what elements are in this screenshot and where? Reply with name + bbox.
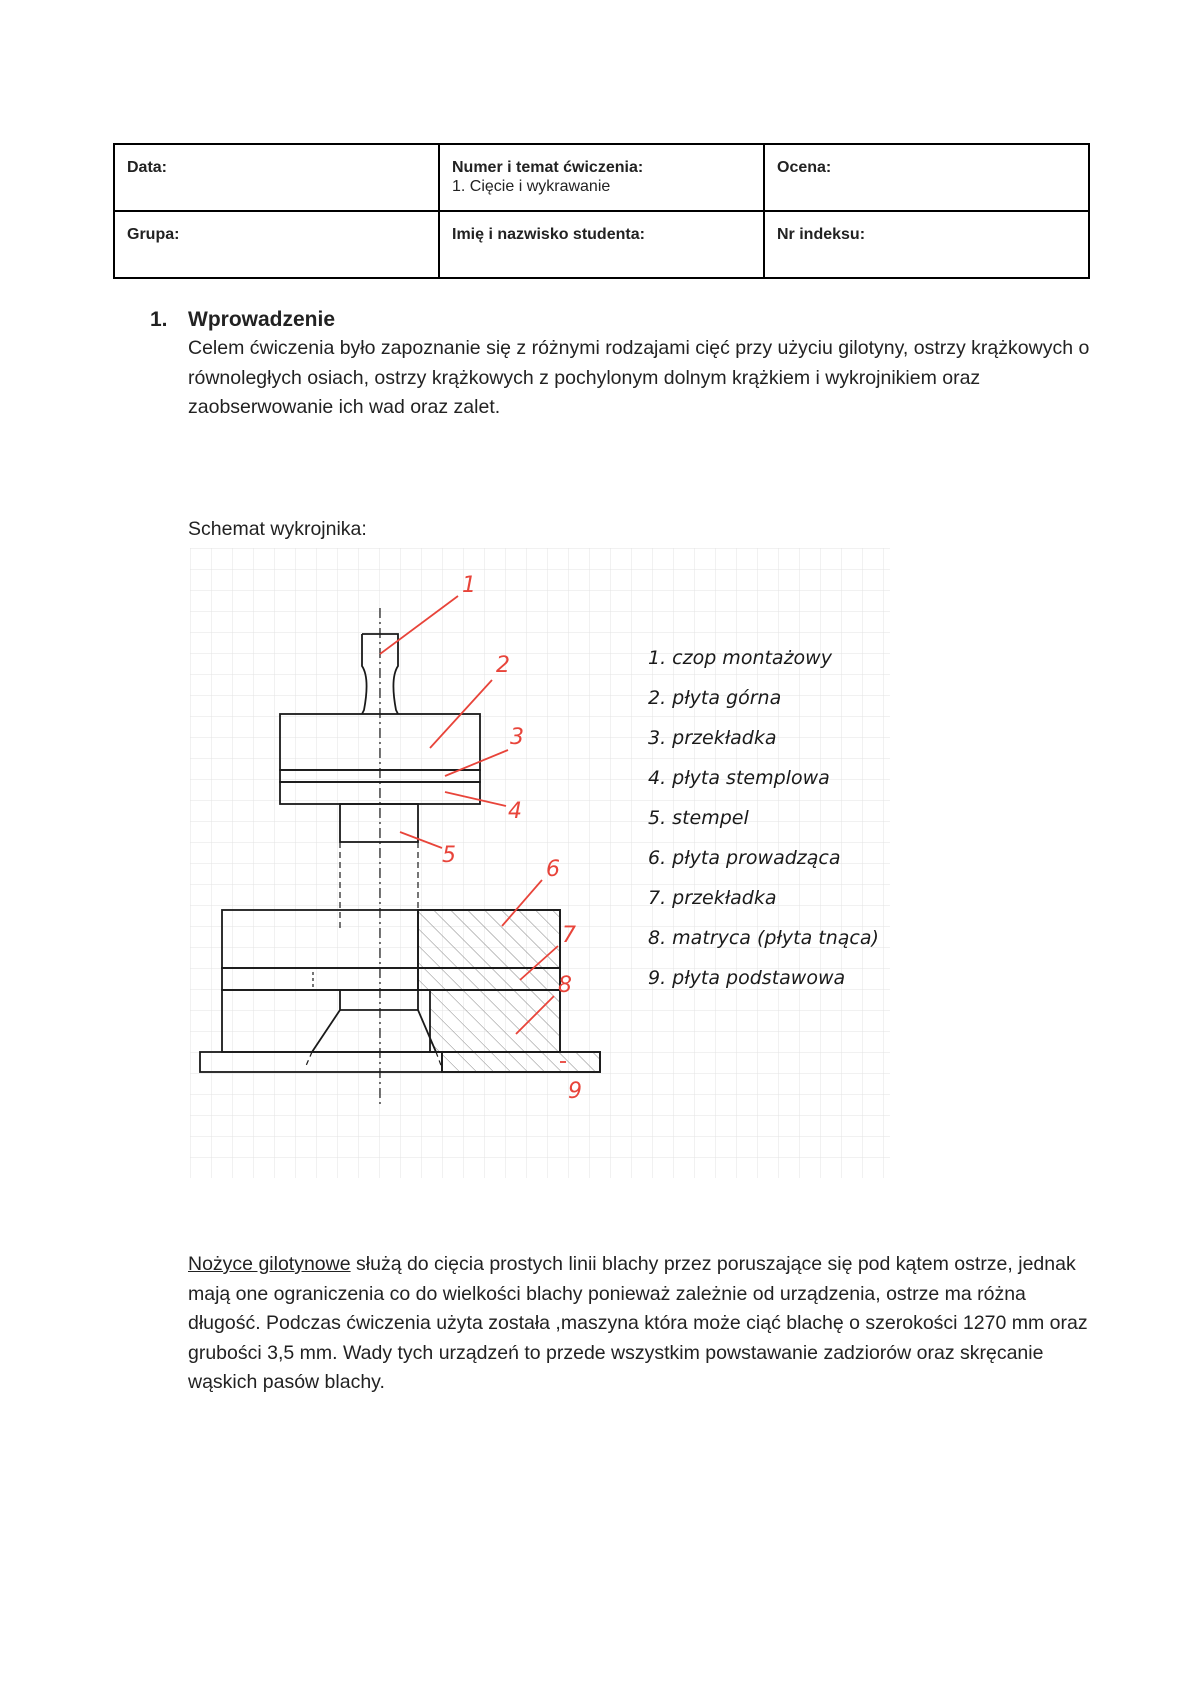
name-label: Imię i nazwisko studenta: <box>452 226 645 243</box>
legend-item-7: 7. przekładka <box>648 887 777 909</box>
topic-value: 1. Cięcie i wykrawanie <box>452 178 611 195</box>
name-cell <box>439 211 764 278</box>
topic-cell <box>439 144 764 211</box>
legend-item-4: 4. płyta stemplowa <box>648 767 830 789</box>
callout-7: 7 <box>562 923 576 948</box>
group-cell <box>114 211 439 278</box>
figure-caption: Schemat wykrojnika: <box>188 518 367 540</box>
legend-item-5: 5. stempel <box>648 807 749 829</box>
callout-1: 1 <box>462 573 476 598</box>
callout-4: 4 <box>508 799 522 824</box>
guillotine-paragraph <box>188 1250 1088 1398</box>
date-label: Data: <box>127 159 168 176</box>
callout-6: 6 <box>546 857 560 882</box>
index-label: Nr indeksu: <box>777 226 866 243</box>
grade-label: Ocena: <box>777 159 832 176</box>
legend-item-6: 6. płyta prowadząca <box>648 847 841 869</box>
grade-cell <box>764 144 1089 211</box>
legend-item-8: 8. matryca (płyta tnąca) <box>648 927 879 949</box>
legend-item-3: 3. przekładka <box>648 727 777 749</box>
callout-3: 3 <box>510 725 524 750</box>
index-cell <box>764 211 1089 278</box>
date-cell <box>114 144 439 211</box>
intro-section <box>150 306 1100 423</box>
section-title <box>150 306 1100 334</box>
legend-item-1: 1. czop montażowy <box>648 647 832 669</box>
section-number: 1. <box>150 308 168 331</box>
legend-item-9: 9. płyta podstawowa <box>648 967 846 989</box>
topic-label: Numer i temat ćwiczenia: <box>452 159 644 176</box>
callout-8: 8 <box>558 973 572 998</box>
die-schematic <box>190 548 890 1178</box>
callout-2: 2 <box>496 653 510 678</box>
group-label: Grupa: <box>127 226 180 243</box>
legend-item-2: 2. płyta górna <box>648 687 782 709</box>
callout-9: 9 <box>568 1079 582 1104</box>
guillotine-text: służą do cięcia prostych linii blachy przez poruszające się pod kątem ostrze, jednak mają one ograniczenia co do wielkości blachy ponieważ zależnie od urządzenia, ostrze ma różna długość. Podczas ćwiczenia użyta została ,maszyna która może ciąć blachę o szerokości 1270 mm oraz grubości 3,5 mm. Wady tych urządzeń to przede wszystkim powstawanie zadziorów oraz skręcanie wąskich pasów blachy. <box>188 1253 1088 1393</box>
guillotine-term: Nożyce gilotynowe <box>188 1253 351 1275</box>
intro-paragraph: Celem ćwiczenia było zapoznanie się z różnymi rodzajami cięć przy użyciu gilotyny, ostrzy krążkowych o równoległych osiach, ostrzy krążkowych z pochylonym dolnym krążkiem i wykrojnikiem oraz zaobserwowanie ich wad oraz zalet. <box>188 337 1090 418</box>
callout-5: 5 <box>442 843 456 868</box>
section-heading: Wprowadzenie <box>188 308 336 331</box>
header-table <box>113 143 1090 279</box>
